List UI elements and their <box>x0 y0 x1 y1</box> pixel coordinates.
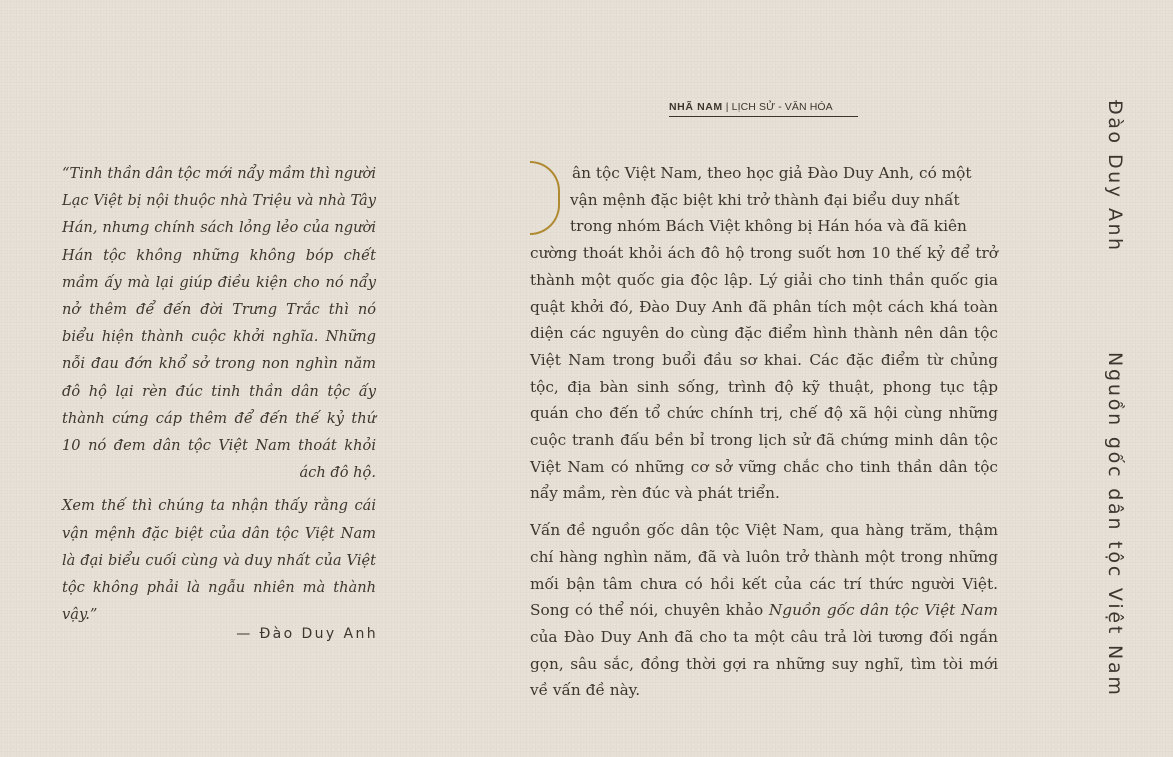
body-line-2: vận mệnh đặc biệt khi trở thành đại biểu duy nhất <box>570 190 960 209</box>
quote-attribution: — Đào Duy Anh <box>236 626 378 642</box>
publisher-brand: NHÃ NAM <box>669 101 723 113</box>
epigraph-quote <box>62 160 376 628</box>
book-title-italic: Nguồn gốc dân tộc Việt Nam <box>768 601 999 620</box>
body-paragraph-2 <box>530 517 998 704</box>
body-line-1: ân tộc Việt Nam, theo học giả Đào Duy Anh, có một <box>572 164 972 182</box>
body-p2-before: Vấn đề nguồn gốc dân tộc Việt Nam, qua hàng trăm, thậm chí hàng nghìn năm, đã và luôn trở thành một trong những mối bận tâm chưa có hồi kết của các trí thức người Việt. Song có thể nói, chuyên khảo <box>530 521 998 620</box>
publisher-header <box>669 101 858 117</box>
quote-paragraph-2: Xem thế thì chúng ta nhận thấy rằng cái vận mệnh đặc biệt của dân tộc Việt Nam là đại biểu cuối cùng và duy nhất của Việt tộc không phải là ngẫu nhiên mà thành vậy.” <box>62 497 376 624</box>
spine-title: Nguồn gốc dân tộc Việt Nam <box>1104 352 1126 698</box>
spine-author: Đào Duy Anh <box>1104 100 1126 253</box>
body-p2-after: của Đào Duy Anh đã cho ta một câu trả lời tương đối ngắn gọn, sâu sắc, đồng thời gợi ra những suy nghĩ, tìm tòi mới về vấn đề này. <box>530 627 998 700</box>
body-paragraph-1-rest: cường thoát khỏi ách đô hộ trong suốt hơn 10 thế kỷ để trở thành một quốc gia độc lập. Lý giải cho tinh thần quốc gia quật khởi đó, Đào Duy Anh đã phân tích một cách khá toàn diện các nguyên do cùng đặc điểm hình thành nên dân tộc Việt Nam trong buổi đầu sơ khai. Các đặc điểm từ chủng tộc, địa bàn sinh sống, trình độ kỹ thuật, phong tục tập quán cho đến tổ chức chính trị, chế độ xã hội cùng những cuộc tranh đấu bền bỉ trong lịch sử đã chứng minh dân tộc Việt Nam có những cơ sở vững chắc cho tinh thần dân tộc nẩy mầm, rèn đúc và phát triển. <box>530 244 998 503</box>
main-text <box>530 160 998 704</box>
quote-paragraph-1: “Tinh thần dân tộc mới nẩy mầm thì người Lạc Việt bị nội thuộc nhà Triệu và nhà Tây Hán, nhưng chính sách lỏng lẻo của người Hán tộc không những không bóp chết mầm ấy mà lại giúp điều kiện cho nó nẩy nở thêm để đến đời Trưng Trắc thì nó biểu hiện thành cuộc khởi nghĩa. Những nỗi đau đớn khổ sở trong non nghìn năm đô hộ lại rèn đúc tinh thần dân tộc ấy thành cứng cáp thêm để đến thế kỷ thứ 10 nó đem dân tộc Việt Nam thoát khỏi ách đô hộ. <box>62 165 376 482</box>
publisher-category: LỊCH SỬ - VĂN HÓA <box>731 101 833 113</box>
body-paragraph-1 <box>530 160 998 240</box>
body-line-3: trong nhóm Bách Việt không bị Hán hóa và đã kiên <box>570 217 967 236</box>
publisher-separator: | <box>722 101 732 113</box>
